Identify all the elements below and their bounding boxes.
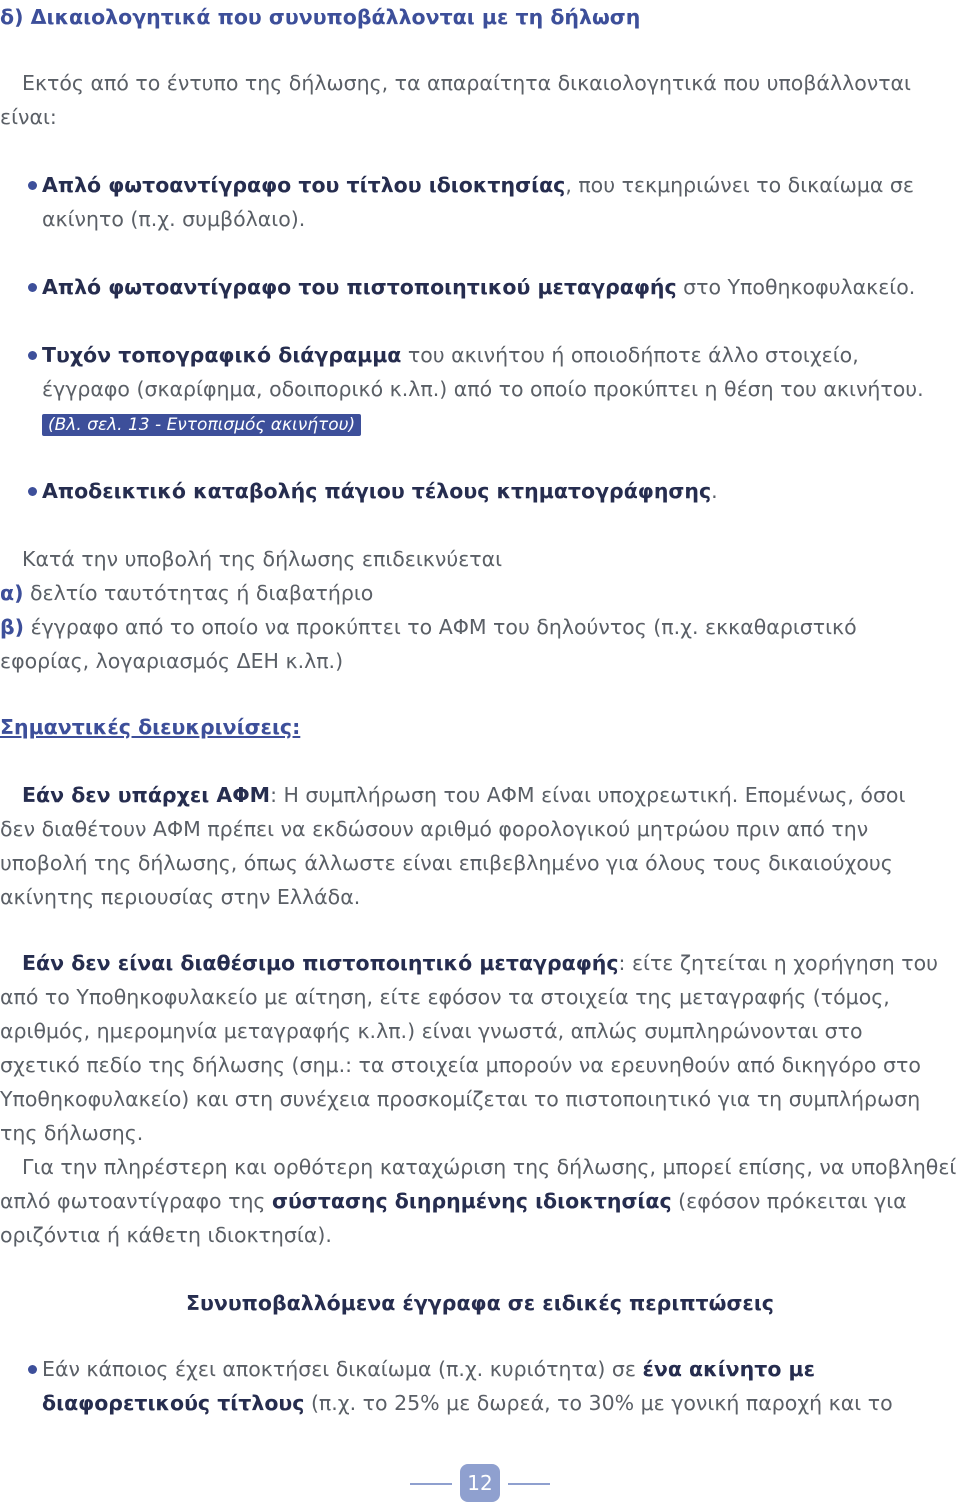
clarification-bold: σύστασης διηρημένης ιδιοκτησίας bbox=[272, 1189, 672, 1213]
clarifications-title: Σημαντικές διευκρινίσεις: bbox=[0, 715, 301, 739]
clarification-text: (εφόσον πρόκειται για bbox=[671, 1189, 907, 1213]
clarification-text: : Η συμπλήρωση του ΑΦΜ είναι υποχρεωτική. Επομένως, όσοι bbox=[270, 783, 906, 807]
footer-line-left bbox=[410, 1483, 452, 1485]
bullet-icon bbox=[28, 181, 37, 190]
intro-line-2: είναι: bbox=[0, 105, 57, 129]
intro-line-1: Εκτός από το έντυπο της δήλωσης, τα απαραίτητα δικαιολογητικά που υποβάλλονται bbox=[22, 71, 911, 95]
clarification-divided-ownership bbox=[0, 1184, 960, 1218]
bullet-bold-text: Απλό φωτοαντίγραφο του πιστοποιητικού μεταγραφής bbox=[42, 275, 677, 299]
section-heading bbox=[0, 0, 960, 34]
bullet-bold-text: ένα ακίνητο με bbox=[642, 1357, 816, 1381]
bullet-bold-text: διαφορετικούς τίτλους bbox=[42, 1391, 305, 1415]
bullet-text: , που τεκμηριώνει το δικαίωμα σε bbox=[565, 173, 914, 197]
bullet-icon bbox=[28, 1365, 37, 1374]
clarification-line: ακίνητης περιουσίας στην Ελλάδα. bbox=[0, 885, 361, 909]
bullet-bold-text: Αποδεικτικό καταβολής πάγιου τέλους κτηματογράφησης bbox=[42, 479, 712, 503]
footer-line-right bbox=[508, 1483, 550, 1485]
page-reference-link[interactable]: (Βλ. σελ. 13 - Εντοπισμός ακινήτου) bbox=[42, 414, 361, 436]
bullet-text: Εάν κάποιος έχει αποκτήσει δικαίωμα (π.χ. κυριότητα) σε bbox=[42, 1357, 643, 1381]
clarification-text: απλό φωτοαντίγραφο της bbox=[0, 1189, 272, 1213]
section-title: Δικαιολογητικά που συνυποβάλλονται με τη δήλωση bbox=[30, 5, 641, 29]
bullet-fee-proof bbox=[0, 474, 960, 508]
bullet-bold-text: Τυχόν τοπογραφικό διάγραμμα bbox=[42, 343, 402, 367]
clarification-bold: Εάν δεν υπάρχει ΑΦΜ bbox=[22, 783, 271, 807]
clarification-line: Υποθηκοφυλακείο) και στη συνέχεια προσκομίζεται το πιστοποιητικό για τη συμπλήρωση bbox=[0, 1087, 921, 1111]
clarification-line: δεν διαθέτουν ΑΦΜ πρέπει να εκδώσουν αριθμό φορολογικού μητρώου πριν από την bbox=[0, 817, 869, 841]
clarification-no-certificate bbox=[0, 946, 960, 980]
item-label: α) bbox=[0, 581, 24, 605]
clarification-bold: Εάν δεν είναι διαθέσιμο πιστοποιητικό μεταγραφής bbox=[22, 951, 619, 975]
page-number: 12 bbox=[460, 1464, 500, 1502]
section-letter: δ) bbox=[0, 5, 24, 29]
clarification-text: : είτε ζητείται η χορήγηση του bbox=[618, 951, 938, 975]
clarification-line: σχετικό πεδίο της δήλωσης (σημ.: τα στοιχεία μπορούν να ερευνηθούν από δικηγόρο στο bbox=[0, 1053, 921, 1077]
bullet-different-titles bbox=[0, 1352, 960, 1420]
item-text: δελτίο ταυτότητας ή διαβατήριο bbox=[23, 581, 374, 605]
item-text: έγγραφο από το οποίο να προκύπτει το ΑΦΜ του δηλούντος (π.χ. εκκαθαριστικό bbox=[24, 615, 857, 639]
bullet-text: (π.χ. το 25% με δωρεά, το 30% με γονική παροχή και το bbox=[304, 1391, 893, 1415]
clarification-line: αριθμός, ημερομηνία μεταγραφής κ.λπ.) είναι γνωστά, απλώς συμπληρώνονται στο bbox=[0, 1019, 863, 1043]
bullet-icon bbox=[28, 487, 37, 496]
submission-item-b bbox=[0, 610, 960, 644]
bullet-bold-text: Απλό φωτοαντίγραφο του τίτλου ιδιοκτησίας bbox=[42, 173, 566, 197]
clarification-line: οριζόντια ή κάθετη ιδιοκτησία). bbox=[0, 1223, 332, 1247]
bullet-text: στο Υποθηκοφυλακείο. bbox=[676, 275, 916, 299]
bullet-text-line2: έγγραφο (σκαρίφημα, οδοιπορικό κ.λπ.) από το οποίο προκύπτει η θέση του ακινήτου. bbox=[42, 377, 924, 401]
clarification-line: από το Υποθηκοφυλακείο με αίτηση, είτε εφόσον τα στοιχεία της μεταγραφής (τόμος, bbox=[0, 985, 890, 1009]
bullet-text-line2: ακίνητο (π.χ. συμβόλαιο). bbox=[42, 207, 306, 231]
clarification-line: Για την πληρέστερη και ορθότερη καταχώριση της δήλωσης, μπορεί επίσης, να υποβληθεί bbox=[22, 1155, 957, 1179]
clarification-no-afm bbox=[0, 778, 960, 812]
submission-line-1: Κατά την υποβολή της δήλωσης επιδεικνύεται bbox=[22, 547, 503, 571]
bullet-icon bbox=[28, 351, 37, 360]
bullet-title-deed bbox=[0, 168, 960, 236]
clarification-line: της δήλωσης. bbox=[0, 1121, 144, 1145]
bullet-text: του ακινήτου ή οποιοδήποτε άλλο στοιχείο, bbox=[401, 343, 859, 367]
submission-item-a bbox=[0, 576, 960, 610]
clarification-line: υποβολή της δήλωσης, όπως άλλωστε είναι επιβεβλημένο για όλους τους δικαιούχους bbox=[0, 851, 893, 875]
bullet-transfer-certificate bbox=[0, 270, 960, 304]
special-cases-title: Συνυποβαλλόμενα έγγραφα σε ειδικές περιπτώσεις bbox=[186, 1291, 774, 1315]
submission-item-b-line2: εφορίας, λογαριασμός ΔΕΗ κ.λπ.) bbox=[0, 649, 344, 673]
bullet-topographic-diagram bbox=[0, 338, 960, 440]
bullet-icon bbox=[28, 283, 37, 292]
bullet-text: . bbox=[711, 479, 718, 503]
item-label: β) bbox=[0, 615, 25, 639]
